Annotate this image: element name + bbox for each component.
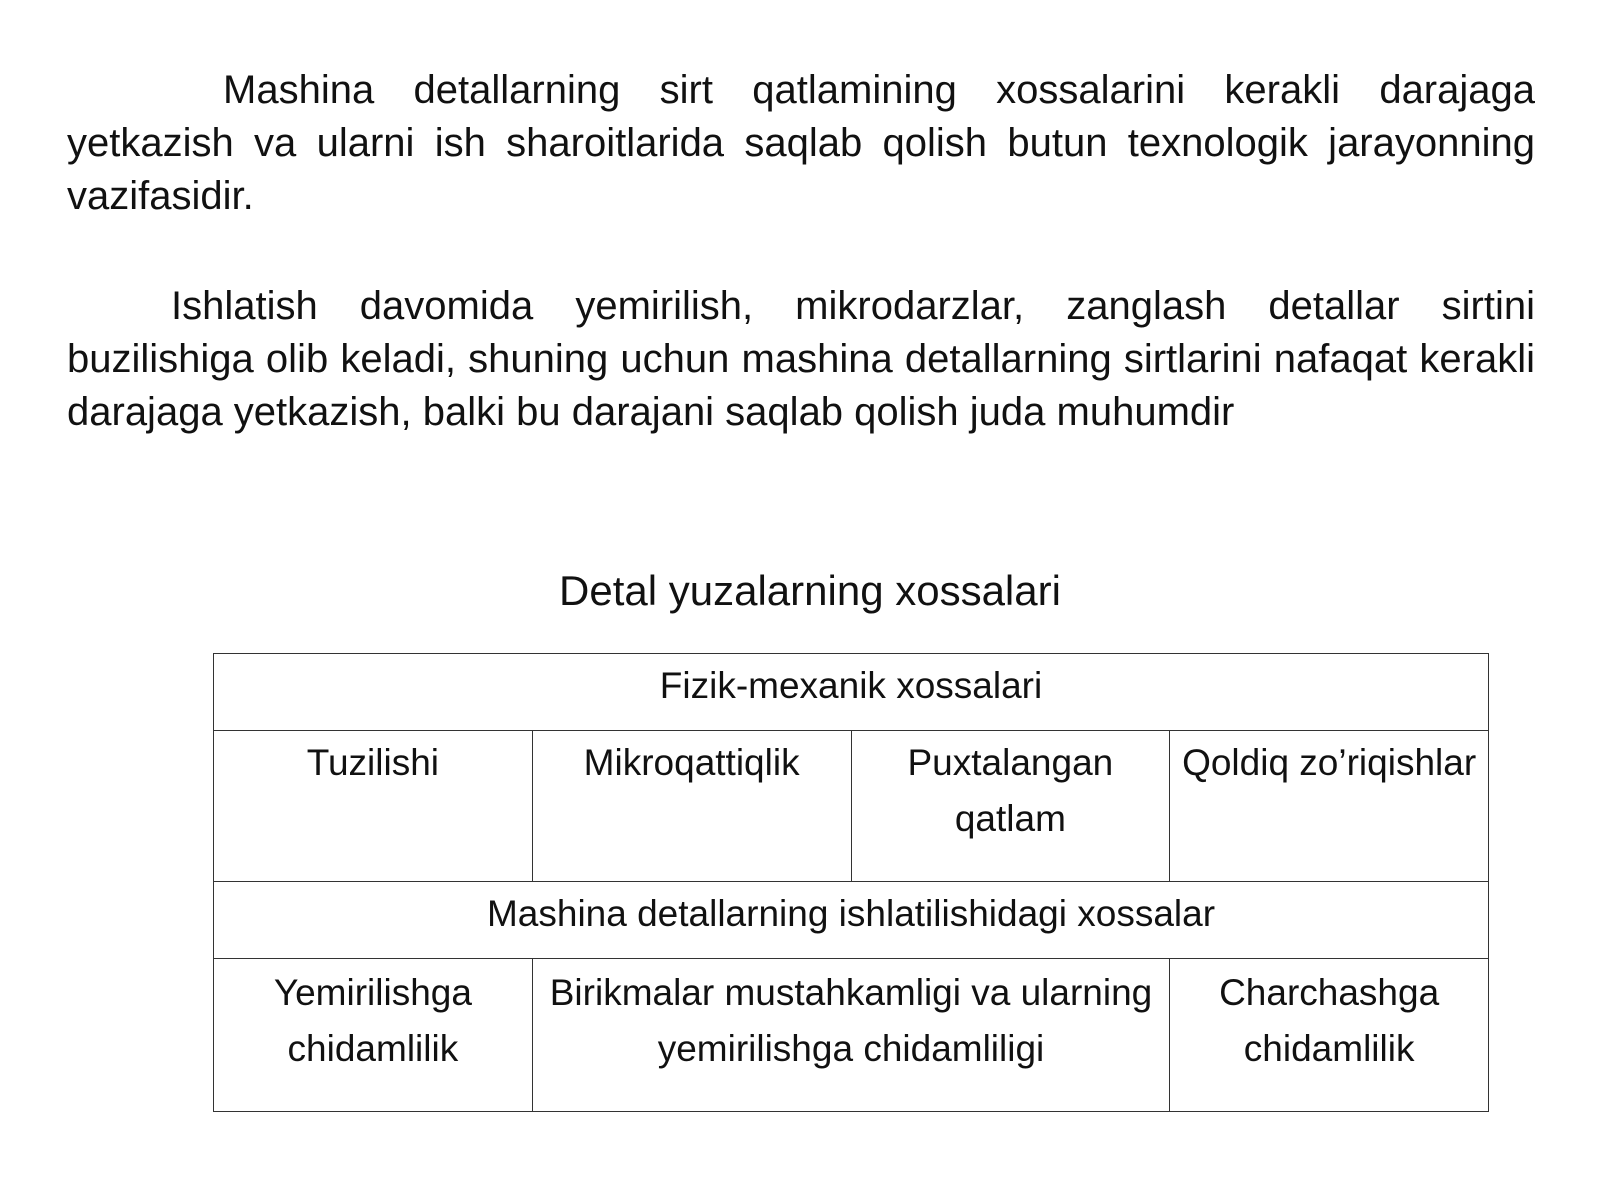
physical-mechanical-header: Fizik-mexanik xossalari	[214, 654, 1489, 731]
table-header-row	[214, 882, 1489, 959]
intro-paragraph: Mashina detallarning sirt qatlamining xossalarini kerakli darajaga yetkazish va ularni ish sharoitlarida saqlab qolish butun texnologik jarayonning vazifasidir.	[67, 68, 1535, 218]
table-cell: Tuzilishi	[214, 731, 533, 882]
operational-properties-header: Mashina detallarning ishlatilishidagi xossalar	[214, 882, 1489, 959]
surface-properties-table	[213, 653, 1489, 1112]
table-cell: Mikroqattiqlik	[532, 731, 851, 882]
operational-properties-row	[214, 959, 1489, 1112]
table-cell: Qoldiq zo’riqishlar	[1170, 731, 1489, 882]
table-cell: Yemirilishga chidamlilik	[214, 959, 533, 1112]
table-cell: Charchashga chidamlilik	[1170, 959, 1489, 1112]
physical-mechanical-row	[214, 731, 1489, 882]
table-cell: Puxtalangan qatlam	[851, 731, 1170, 882]
wear-paragraph: Ishlatish davomida yemirilish, mikrodarzlar, zanglash detallar sirtini buzilishiga olib keladi, shuning uchun mashina detallarning sirtlarini nafaqat kerakli darajaga yetkazish, balki bu darajani saqlab qolish juda muhumdir	[67, 284, 1535, 434]
table-title: Detal yuzalarning xossalari	[559, 567, 1061, 614]
table-header-row	[214, 654, 1489, 731]
table-cell: Birikmalar mustahkamligi va ularning yemirilishga chidamliligi	[532, 959, 1170, 1112]
